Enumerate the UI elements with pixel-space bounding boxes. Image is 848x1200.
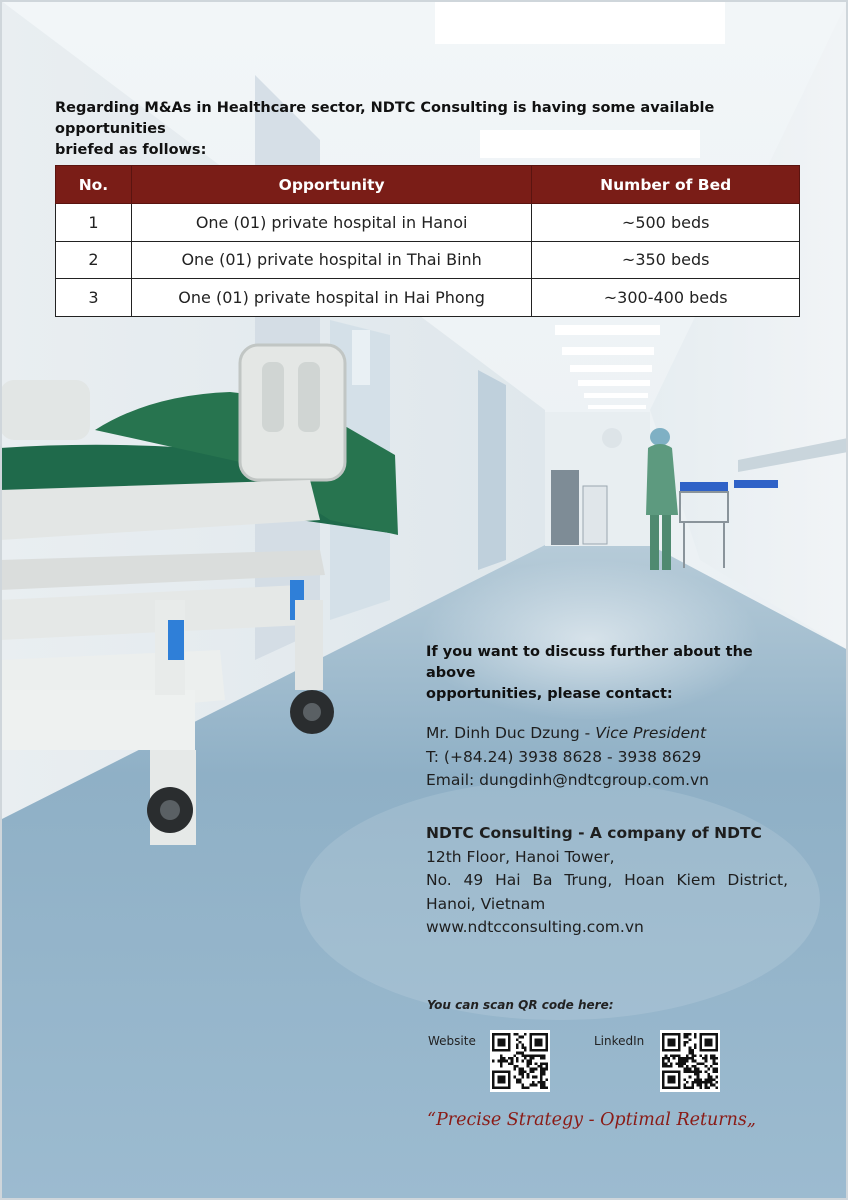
cell-no: 2 xyxy=(56,241,132,279)
intro-line: Regarding M&As in Healthcare sector, NDTC Consulting is having some available opportunities xyxy=(55,100,715,137)
email-address[interactable]: Email: dungdinh@ndtcgroup.com.vn xyxy=(426,771,710,789)
cell-beds: ~500 beds xyxy=(532,204,800,242)
intro-paragraph xyxy=(55,98,815,161)
column-header-no: No. xyxy=(56,166,132,204)
cell-beds: ~350 beds xyxy=(532,241,800,279)
qr-title: You can scan QR code here: xyxy=(427,998,614,1012)
contact-heading-line: opportunities, please contact: xyxy=(426,686,673,702)
column-header-number-of-bed: Number of Bed xyxy=(532,166,800,204)
cell-no: 3 xyxy=(56,279,132,317)
table-row xyxy=(56,241,800,279)
website-link[interactable]: www.ndtcconsulting.com.vn xyxy=(426,918,644,936)
contact-person xyxy=(426,722,806,793)
company-name: NDTC Consulting - A company of NDTC xyxy=(426,824,762,842)
cell-opportunity: One (01) private hospital in Hanoi xyxy=(131,204,531,242)
qr-linkedin-label: LinkedIn xyxy=(594,1034,645,1048)
column-header-opportunity: Opportunity xyxy=(131,166,531,204)
cell-no: 1 xyxy=(56,204,132,242)
qr-code-icon[interactable] xyxy=(660,1030,720,1092)
intro-line: briefed as follows: xyxy=(55,142,207,158)
table-row xyxy=(56,204,800,242)
address-line: 12th Floor, Hanoi Tower, xyxy=(426,847,615,866)
person-title: Vice President xyxy=(595,724,707,742)
person-line xyxy=(426,722,806,746)
company-info xyxy=(426,822,806,940)
table-header-row xyxy=(56,166,800,204)
address-line: Hanoi, Vietnam xyxy=(426,894,546,913)
slogan: “Precise Strategy - Optimal Returns„ xyxy=(427,1110,756,1130)
cell-opportunity: One (01) private hospital in Hai Phong xyxy=(131,279,531,317)
phone-number: T: (+84.24) 3938 8628 - 3938 8629 xyxy=(426,747,702,766)
opportunities-table xyxy=(55,165,800,317)
person-name: Mr. Dinh Duc Dzung - xyxy=(426,724,596,742)
cell-opportunity: One (01) private hospital in Thai Binh xyxy=(131,241,531,279)
table-row xyxy=(56,279,800,317)
contact-heading-line: If you want to discuss further about the above xyxy=(426,644,753,681)
cell-beds: ~300-400 beds xyxy=(532,279,800,317)
address-line: No. 49 Hai Ba Trung, Hoan Kiem District, xyxy=(426,871,788,889)
qr-website-label: Website xyxy=(428,1034,476,1048)
qr-code-icon[interactable] xyxy=(490,1030,550,1092)
contact-heading xyxy=(426,642,806,705)
